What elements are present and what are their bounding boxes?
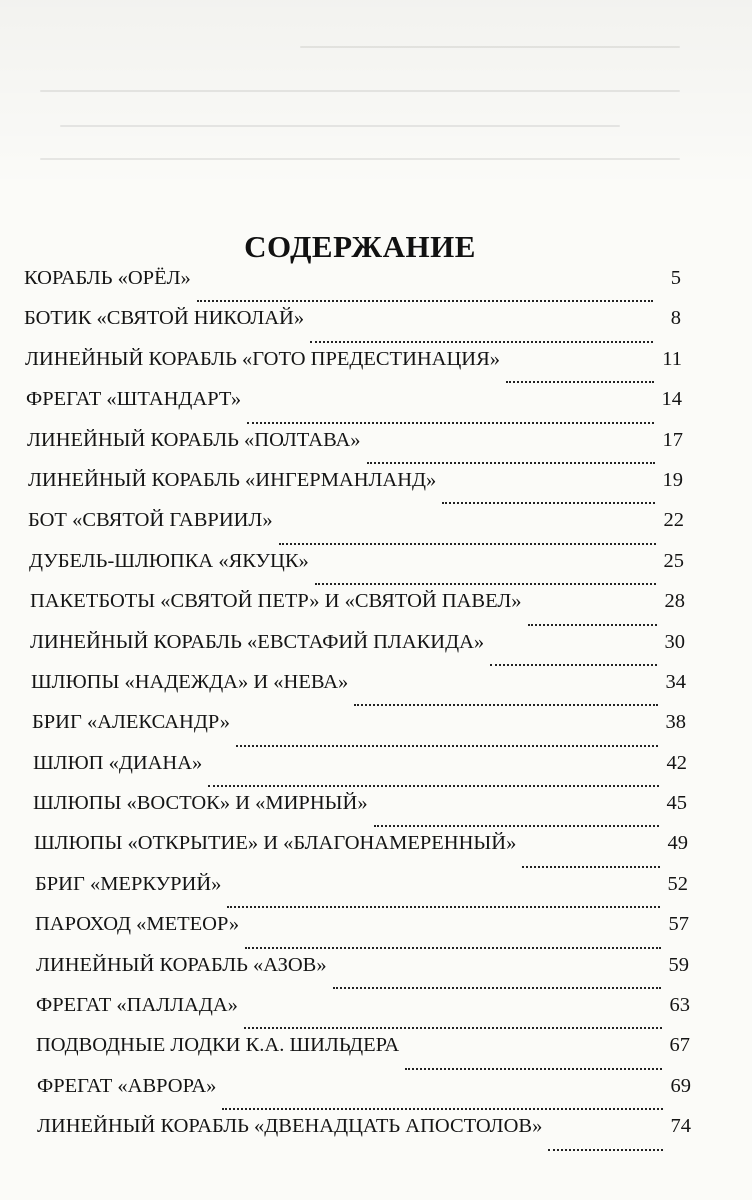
toc-entry: [0, 751, 752, 791]
toc-entry-page: 14: [661, 388, 682, 411]
toc-entry: [0, 428, 752, 468]
toc-entry-page: 34: [665, 670, 686, 693]
toc-entry-title: ПОДВОДНЫЕ ЛОДКИ К.А. ШИЛЬДЕРА: [36, 1034, 400, 1057]
toc-entry-title: ЛИНЕЙНЫЙ КОРАБЛЬ «ГОТО ПРЕДЕСТИНАЦИЯ»: [25, 347, 501, 370]
dot-leader: [197, 298, 653, 302]
toc-entry: [0, 1033, 752, 1073]
toc-entry: [0, 1114, 752, 1154]
dot-leader: [236, 743, 658, 747]
toc-entry-title: БОТ «СВЯТОЙ ГАВРИИЛ»: [28, 509, 273, 532]
toc-entry: [0, 912, 752, 952]
toc-entry-title: БРИГ «АЛЕКСАНДР»: [32, 711, 231, 734]
toc-entry-title: ЛИНЕЙНЫЙ КОРАБЛЬ «ЕВСТАФИЙ ПЛАКИДА»: [30, 630, 485, 653]
dot-leader: [367, 460, 655, 464]
dot-leader: [310, 339, 653, 343]
toc-entry-page: 49: [667, 832, 688, 855]
toc-entry-title: ШЛЮПЫ «НАДЕЖДА» И «НЕВА»: [31, 670, 349, 693]
page-title: СОДЕРЖАНИЕ: [244, 228, 476, 264]
toc-entry-page: 67: [669, 1034, 690, 1057]
toc-entry-page: 45: [666, 792, 687, 815]
dot-leader: [244, 1025, 662, 1029]
toc-entry: [0, 872, 752, 912]
toc-entry-title: БОТИК «СВЯТОЙ НИКОЛАЙ»: [24, 307, 305, 330]
table-of-contents: [0, 266, 752, 1155]
dot-leader: [315, 581, 656, 585]
toc-entry: [0, 347, 752, 387]
dot-leader: [442, 500, 655, 504]
toc-entry-title: КОРАБЛЬ «ОРЁЛ»: [24, 267, 191, 289]
toc-entry-title: ПАРОХОД «МЕТЕОР»: [35, 913, 240, 936]
dot-leader: [374, 823, 659, 827]
toc-entry-page: 57: [668, 913, 689, 936]
toc-entry: [0, 953, 752, 993]
dot-leader: [333, 985, 661, 989]
toc-entry-page: 5: [670, 267, 681, 289]
dot-leader: [354, 702, 658, 706]
toc-entry-page: 8: [670, 307, 681, 330]
toc-entry-page: 19: [662, 468, 683, 491]
dot-leader: [227, 904, 660, 908]
show-through-text: [0, 0, 752, 190]
show-through-line: [40, 90, 680, 92]
toc-entry-page: 28: [664, 590, 685, 613]
toc-entry: [0, 993, 752, 1033]
toc-entry: [0, 468, 752, 508]
toc-entry-title: ФРЕГАТ «ПАЛЛАДА»: [36, 994, 238, 1017]
toc-entry-page: 38: [665, 711, 686, 734]
toc-entry-page: 25: [663, 549, 684, 572]
toc-entry-title: ЛИНЕЙНЫЙ КОРАБЛЬ «ДВЕНАДЦАТЬ АПОСТОЛОВ»: [37, 1115, 543, 1138]
dot-leader: [279, 541, 656, 545]
dot-leader: [548, 1147, 663, 1151]
dot-leader: [222, 1106, 663, 1110]
toc-entry: [0, 710, 752, 750]
toc-entry-page: 74: [670, 1115, 691, 1138]
toc-entry-title: ЛИНЕЙНЫЙ КОРАБЛЬ «АЗОВ»: [36, 953, 327, 976]
toc-entry-page: 22: [663, 509, 684, 532]
toc-entry: [0, 266, 752, 306]
toc-entry-page: 30: [664, 630, 685, 653]
dot-leader: [522, 864, 660, 868]
toc-entry: [0, 549, 752, 589]
toc-entry-title: ШЛЮПЫ «ВОСТОК» И «МИРНЫЙ»: [33, 792, 368, 815]
toc-entry-page: 52: [667, 872, 688, 895]
dot-leader: [490, 662, 657, 666]
toc-entry: [0, 508, 752, 548]
dot-leader: [506, 379, 654, 383]
dot-leader: [528, 622, 657, 626]
show-through-line: [60, 125, 620, 127]
toc-entry-title: ШЛЮП «ДИАНА»: [33, 751, 203, 774]
toc-entry-title: ФРЕГАТ «ШТАНДАРТ»: [26, 388, 242, 411]
toc-entry-title: ДУБЕЛЬ-ШЛЮПКА «ЯКУЦК»: [29, 549, 309, 572]
toc-entry-page: 59: [668, 953, 689, 976]
toc-entry-title: ПАКЕТБОТЫ «СВЯТОЙ ПЕТР» И «СВЯТОЙ ПАВЕЛ»: [30, 590, 522, 613]
toc-entry-title: ЛИНЕЙНЫЙ КОРАБЛЬ «ИНГЕРМАНЛАНД»: [28, 468, 437, 491]
toc-entry-title: ШЛЮПЫ «ОТКРЫТИЕ» И «БЛАГОНАМЕРЕННЫЙ»: [34, 832, 517, 855]
dot-leader: [208, 783, 659, 787]
dot-leader: [405, 1066, 662, 1070]
toc-entry-page: 17: [662, 428, 683, 451]
toc-entry-page: 63: [669, 994, 690, 1017]
toc-entry-title: ФРЕГАТ «АВРОРА»: [37, 1074, 217, 1097]
toc-entry-page: 69: [670, 1074, 691, 1097]
toc-entry: [0, 630, 752, 670]
show-through-line: [40, 158, 680, 160]
toc-entry: [0, 387, 752, 427]
toc-entry: [0, 831, 752, 871]
toc-entry-page: 42: [666, 751, 687, 774]
toc-entry: [0, 306, 752, 346]
dot-leader: [247, 420, 654, 424]
toc-entry-title: ЛИНЕЙНЫЙ КОРАБЛЬ «ПОЛТАВА»: [27, 428, 361, 451]
show-through-line: [300, 46, 680, 48]
toc-entry-page: 11: [662, 347, 682, 370]
toc-entry: [0, 589, 752, 629]
dot-leader: [245, 945, 661, 949]
toc-entry: [0, 791, 752, 831]
toc-entry-title: БРИГ «МЕРКУРИЙ»: [35, 872, 222, 895]
toc-entry: [0, 670, 752, 710]
toc-entry: [0, 1074, 752, 1114]
